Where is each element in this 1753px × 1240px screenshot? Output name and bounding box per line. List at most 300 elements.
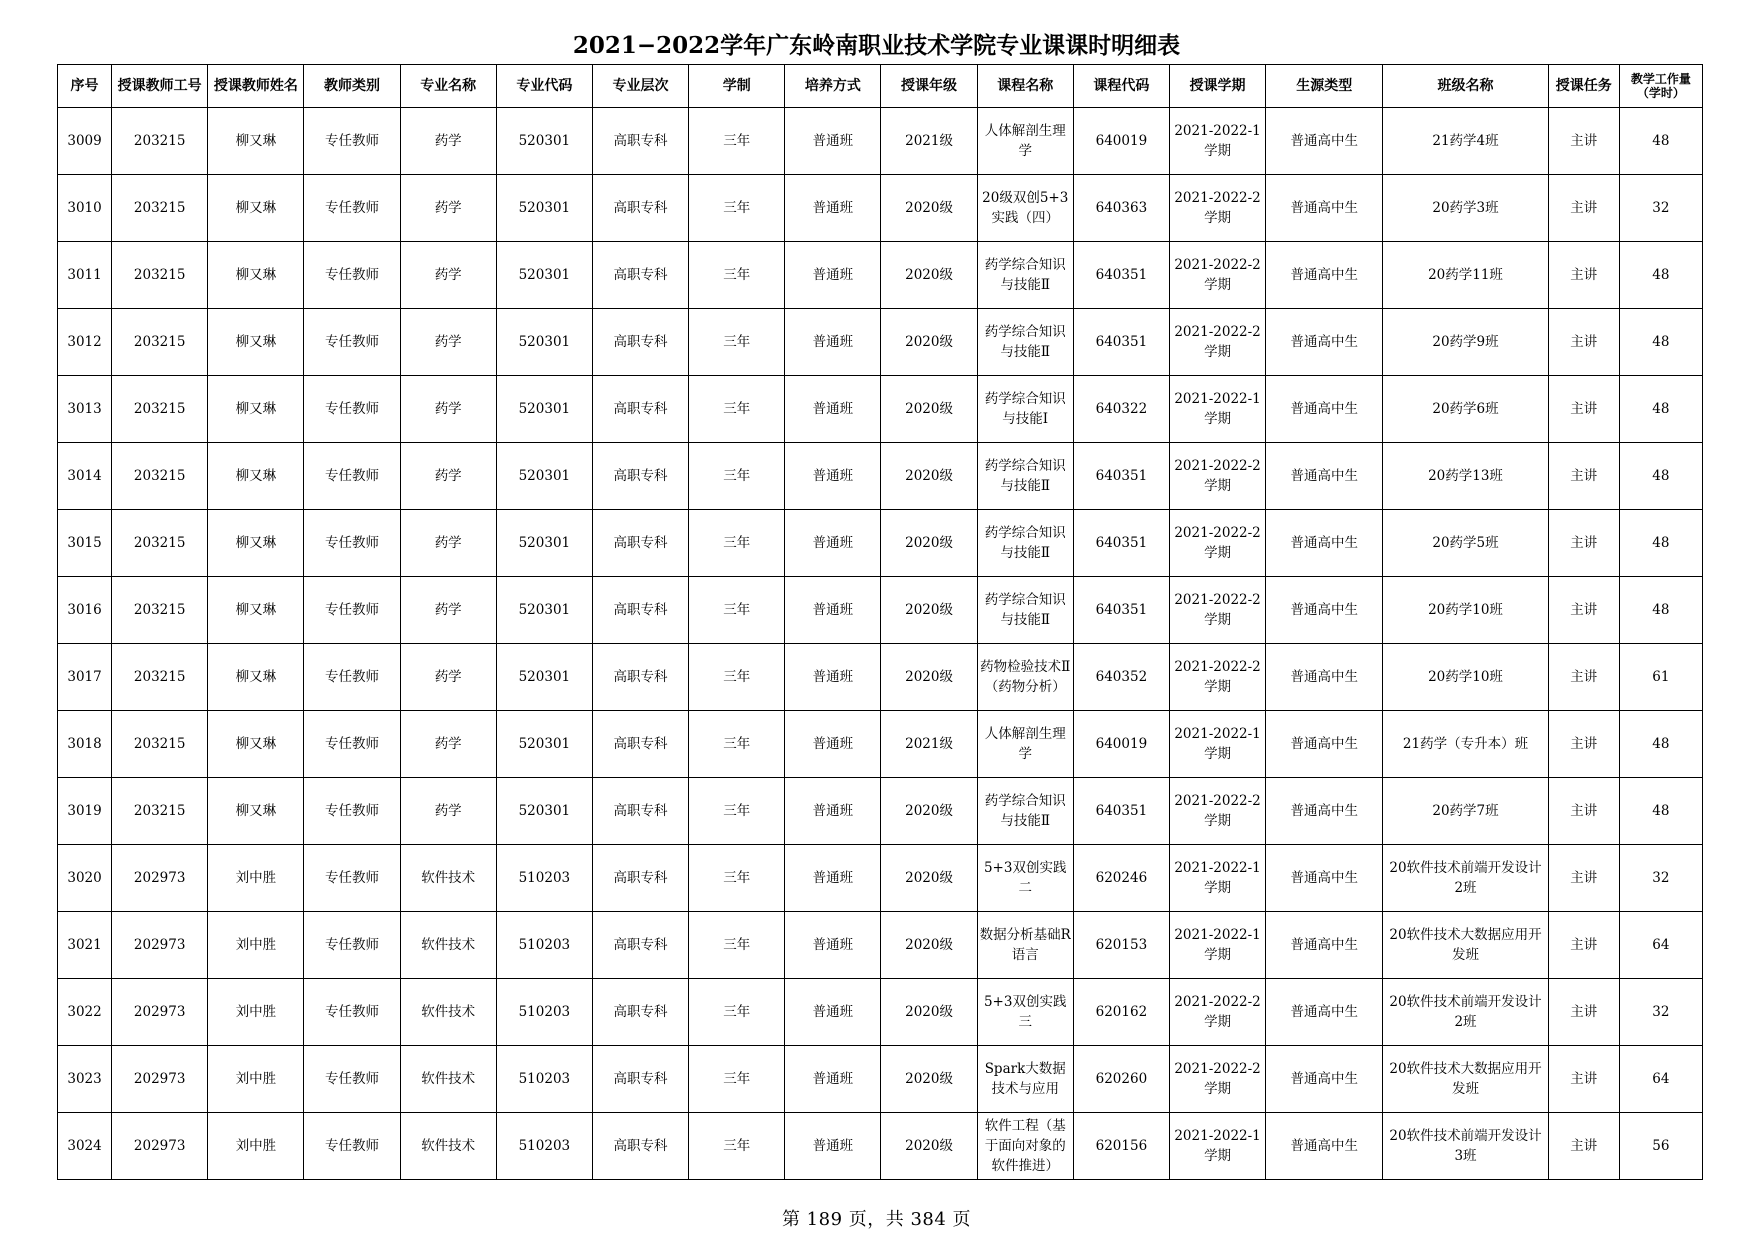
- table-cell: [304, 175, 400, 242]
- table-cell: [1619, 510, 1702, 577]
- cell-text: 柳又琳: [235, 267, 277, 283]
- cell-text: 640352: [1095, 669, 1148, 685]
- table-cell: [58, 1046, 112, 1113]
- cell-text: 3015: [67, 535, 102, 551]
- table-cell: [208, 711, 304, 778]
- cell-text: 203215: [133, 669, 186, 685]
- table-cell: [785, 778, 881, 845]
- cell-text: 柳又琳: [235, 334, 277, 350]
- column-header: 序号: [58, 65, 112, 108]
- table-cell: [689, 175, 785, 242]
- cell-text: 2021级: [905, 736, 953, 752]
- cell-text: 主讲: [1570, 200, 1598, 216]
- column-header: 班级名称: [1383, 65, 1548, 108]
- cell-text: 普通班: [812, 1138, 854, 1154]
- table-cell: [304, 510, 400, 577]
- table-cell: [689, 242, 785, 309]
- table-row: [58, 175, 1703, 242]
- table-cell: [304, 1046, 400, 1113]
- table-cell: [689, 778, 785, 845]
- cell-text: 主讲: [1570, 937, 1598, 953]
- table-row: [58, 778, 1703, 845]
- table-cell: [304, 912, 400, 979]
- table-cell: [400, 1046, 496, 1113]
- cell-text: 48: [1652, 468, 1670, 484]
- table-cell: [785, 309, 881, 376]
- table-row: [58, 376, 1703, 443]
- table-cell: [785, 242, 881, 309]
- cell-text: 柳又琳: [235, 468, 277, 484]
- cell-text: 专任教师: [325, 669, 380, 685]
- cell-text: 专任教师: [325, 535, 380, 551]
- table-cell: [1548, 711, 1619, 778]
- cell-text: 柳又琳: [235, 200, 277, 216]
- table-cell: [496, 577, 592, 644]
- table-cell: [400, 376, 496, 443]
- table-cell: [1169, 845, 1265, 912]
- column-header: 授课年级: [881, 65, 977, 108]
- table-cell: [1548, 1113, 1619, 1180]
- table-cell: [1169, 443, 1265, 510]
- table-cell: [1548, 510, 1619, 577]
- table-cell: [208, 778, 304, 845]
- table-cell: [1619, 778, 1702, 845]
- table-row: [58, 510, 1703, 577]
- table-cell: [496, 912, 592, 979]
- table-cell: [1266, 1113, 1383, 1180]
- cell-text: 三年: [723, 133, 751, 149]
- cell-text: 三年: [723, 267, 751, 283]
- table-cell: [112, 778, 208, 845]
- column-header: 课程代码: [1073, 65, 1169, 108]
- table-cell: [496, 644, 592, 711]
- column-header: 培养方式: [785, 65, 881, 108]
- cell-text: 2020级: [905, 669, 953, 685]
- table-cell: [400, 175, 496, 242]
- table-cell: [592, 443, 688, 510]
- cell-text: 2021-2022-2学期: [1174, 994, 1261, 1030]
- table-cell: [977, 711, 1073, 778]
- table-cell: [1073, 979, 1169, 1046]
- cell-text: 520301: [518, 200, 571, 216]
- cell-text: 3017: [67, 669, 102, 685]
- table-cell: [1073, 711, 1169, 778]
- cell-text: 高职专科: [613, 133, 668, 149]
- table-cell: [592, 778, 688, 845]
- table-row: [58, 108, 1703, 175]
- table-cell: [881, 711, 977, 778]
- cell-text: 203215: [133, 133, 186, 149]
- table-cell: [592, 376, 688, 443]
- table-cell: [881, 175, 977, 242]
- cell-text: 主讲: [1570, 803, 1598, 819]
- cell-text: 普通高中生: [1290, 669, 1358, 685]
- cell-text: 普通高中生: [1290, 267, 1358, 283]
- table-cell: [58, 577, 112, 644]
- cell-text: 主讲: [1570, 401, 1598, 417]
- table-cell: [1383, 376, 1548, 443]
- cell-text: 普通班: [812, 1071, 854, 1087]
- table-cell: [496, 443, 592, 510]
- cell-text: 2020级: [905, 468, 953, 484]
- table-cell: [785, 175, 881, 242]
- table-cell: [304, 845, 400, 912]
- table-cell: [1266, 778, 1383, 845]
- cell-text: 普通班: [812, 535, 854, 551]
- cell-text: 高职专科: [613, 267, 668, 283]
- cell-text: 2021-2022-2学期: [1174, 458, 1261, 494]
- table-cell: [785, 912, 881, 979]
- cell-text: 高职专科: [613, 736, 668, 752]
- cell-text: 药学: [434, 669, 462, 685]
- cell-text: 药学: [434, 602, 462, 618]
- cell-text: 普通高中生: [1290, 334, 1358, 350]
- cell-text: 专任教师: [325, 1004, 380, 1020]
- cell-text: 203215: [133, 803, 186, 819]
- table-cell: [977, 778, 1073, 845]
- table-cell: [58, 644, 112, 711]
- cell-text: 主讲: [1570, 334, 1598, 350]
- table-cell: [304, 711, 400, 778]
- cell-text: 61: [1652, 669, 1670, 685]
- table-cell: [1619, 845, 1702, 912]
- cell-text: 2021-2022-2学期: [1174, 525, 1261, 561]
- cell-text: 2021-2022-2学期: [1174, 659, 1261, 695]
- cell-text: 3010: [67, 200, 102, 216]
- table-cell: [785, 376, 881, 443]
- cell-text: 人体解剖生理学: [984, 726, 1066, 762]
- table-cell: [881, 1113, 977, 1180]
- table-cell: [977, 577, 1073, 644]
- table-cell: [1266, 309, 1383, 376]
- table-cell: [58, 1113, 112, 1180]
- cell-text: 2020级: [905, 334, 953, 350]
- cell-text: 刘中胜: [235, 1004, 277, 1020]
- cell-text: 高职专科: [613, 803, 668, 819]
- cell-text: 20软件技术大数据应用开发班: [1389, 1061, 1542, 1097]
- table-cell: [881, 778, 977, 845]
- column-header: 专业名称: [400, 65, 496, 108]
- table-cell: [400, 912, 496, 979]
- cell-text: 3020: [67, 870, 102, 886]
- table-cell: [1169, 376, 1265, 443]
- table-cell: [1548, 175, 1619, 242]
- cell-text: 刘中胜: [235, 1138, 277, 1154]
- cell-text: 2021-2022-1学期: [1174, 123, 1261, 159]
- cell-text: 620260: [1095, 1071, 1148, 1087]
- table-cell: [1619, 443, 1702, 510]
- cell-text: 640351: [1095, 602, 1148, 618]
- cell-text: 药学: [434, 736, 462, 752]
- cell-text: 64: [1652, 1071, 1670, 1087]
- table-cell: [977, 1113, 1073, 1180]
- table-cell: [1383, 1046, 1548, 1113]
- cell-text: 520301: [518, 535, 571, 551]
- cell-text: 20药学13班: [1428, 468, 1503, 484]
- table-cell: [881, 845, 977, 912]
- cell-text: 普通班: [812, 669, 854, 685]
- table-cell: [1619, 376, 1702, 443]
- table-cell: [1548, 443, 1619, 510]
- cell-text: 药学: [434, 468, 462, 484]
- cell-text: 主讲: [1570, 669, 1598, 685]
- cell-text: 203215: [133, 736, 186, 752]
- cell-text: 2021-2022-1学期: [1174, 927, 1261, 963]
- cell-text: 3023: [67, 1071, 102, 1087]
- table-cell: [1619, 1113, 1702, 1180]
- table-cell: [1073, 443, 1169, 510]
- table-cell: [400, 309, 496, 376]
- table-cell: [1169, 309, 1265, 376]
- table-cell: [785, 510, 881, 577]
- cell-text: 普通高中生: [1290, 803, 1358, 819]
- cell-text: 2020级: [905, 535, 953, 551]
- table-cell: [1073, 309, 1169, 376]
- cell-text: 三年: [723, 535, 751, 551]
- table-cell: [496, 510, 592, 577]
- cell-text: 柳又琳: [235, 669, 277, 685]
- cell-text: 620162: [1095, 1004, 1148, 1020]
- cell-text: 主讲: [1570, 1138, 1598, 1154]
- cell-text: 64: [1652, 937, 1670, 953]
- table-row: [58, 912, 1703, 979]
- cell-text: 510203: [518, 1138, 571, 1154]
- cell-text: 刘中胜: [235, 1071, 277, 1087]
- cell-text: 高职专科: [613, 200, 668, 216]
- cell-text: 三年: [723, 1138, 751, 1154]
- table-cell: [977, 1046, 1073, 1113]
- table-cell: [496, 175, 592, 242]
- table-cell: [400, 979, 496, 1046]
- table-cell: [881, 510, 977, 577]
- cell-text: 专任教师: [325, 468, 380, 484]
- cell-text: 2021-2022-2学期: [1174, 592, 1261, 628]
- table-cell: [977, 443, 1073, 510]
- cell-text: 48: [1652, 133, 1670, 149]
- table-cell: [785, 979, 881, 1046]
- cell-text: 高职专科: [613, 870, 668, 886]
- table-cell: [977, 979, 1073, 1046]
- table-cell: [112, 711, 208, 778]
- table-cell: [1548, 376, 1619, 443]
- table-cell: [496, 845, 592, 912]
- table-cell: [208, 108, 304, 175]
- cell-text: 高职专科: [613, 401, 668, 417]
- cell-text: 柳又琳: [235, 535, 277, 551]
- table-cell: [58, 309, 112, 376]
- table-cell: [1169, 912, 1265, 979]
- table-cell: [1073, 108, 1169, 175]
- table-cell: [1383, 175, 1548, 242]
- table-cell: [208, 577, 304, 644]
- cell-text: 3009: [67, 133, 102, 149]
- table-cell: [112, 912, 208, 979]
- table-cell: [112, 510, 208, 577]
- table-cell: [977, 845, 1073, 912]
- cell-text: 640019: [1095, 736, 1148, 752]
- table-cell: [1383, 510, 1548, 577]
- table-cell: [1266, 644, 1383, 711]
- cell-text: 专任教师: [325, 267, 380, 283]
- table-cell: [1548, 979, 1619, 1046]
- table-cell: [592, 711, 688, 778]
- cell-text: 高职专科: [613, 669, 668, 685]
- table-cell: [1619, 577, 1702, 644]
- table-cell: [881, 577, 977, 644]
- cell-text: Spark大数据技术与应用: [984, 1061, 1066, 1097]
- cell-text: 普通高中生: [1290, 468, 1358, 484]
- cell-text: 药学综合知识与技能Ⅱ: [984, 324, 1066, 360]
- cell-text: 普通班: [812, 401, 854, 417]
- table-cell: [112, 845, 208, 912]
- table-cell: [1619, 1046, 1702, 1113]
- table-cell: [592, 510, 688, 577]
- cell-text: 专任教师: [325, 937, 380, 953]
- table-cell: [304, 979, 400, 1046]
- cell-text: 203215: [133, 468, 186, 484]
- table-cell: [1266, 242, 1383, 309]
- cell-text: 人体解剖生理学: [984, 123, 1066, 159]
- cell-text: 数据分析基础R语言: [979, 927, 1071, 963]
- cell-text: 专任教师: [325, 1138, 380, 1154]
- cell-text: 640351: [1095, 334, 1148, 350]
- page-title: 2021−2022学年广东岭南职业技术学院专业课课时明细表: [572, 32, 1181, 59]
- table-cell: [1266, 510, 1383, 577]
- cell-text: 48: [1652, 803, 1670, 819]
- table-cell: [592, 644, 688, 711]
- table-cell: [208, 912, 304, 979]
- cell-text: 药学综合知识与技能Ⅱ: [984, 793, 1066, 829]
- cell-text: 640351: [1095, 468, 1148, 484]
- table-cell: [1383, 644, 1548, 711]
- cell-text: 20药学7班: [1432, 803, 1499, 819]
- cell-text: 药学: [434, 401, 462, 417]
- table-cell: [977, 644, 1073, 711]
- table-header-row: [58, 65, 1703, 108]
- cell-text: 20药学3班: [1432, 200, 1499, 216]
- table-cell: [1073, 510, 1169, 577]
- table-cell: [1266, 711, 1383, 778]
- table-cell: [58, 108, 112, 175]
- cell-text: 软件技术: [421, 937, 476, 953]
- table-cell: [1548, 778, 1619, 845]
- cell-text: 2021-2022-2学期: [1174, 793, 1261, 829]
- table-cell: [1073, 644, 1169, 711]
- table-cell: [1169, 711, 1265, 778]
- cell-text: 高职专科: [613, 468, 668, 484]
- cell-text: 203215: [133, 334, 186, 350]
- cell-text: 三年: [723, 870, 751, 886]
- cell-text: 2020级: [905, 200, 953, 216]
- table-cell: [592, 979, 688, 1046]
- cell-text: 520301: [518, 133, 571, 149]
- table-cell: [400, 443, 496, 510]
- table-cell: [1169, 644, 1265, 711]
- cell-text: 3024: [67, 1138, 102, 1154]
- table-cell: [496, 309, 592, 376]
- cell-text: 2020级: [905, 1004, 953, 1020]
- table-cell: [208, 979, 304, 1046]
- cell-text: 药学: [434, 200, 462, 216]
- table-cell: [785, 443, 881, 510]
- cell-text: 20软件技术前端开发设计2班: [1389, 860, 1542, 896]
- cell-text: 20级双创5+3实践（四）: [982, 190, 1069, 226]
- cell-text: 主讲: [1570, 267, 1598, 283]
- table-cell: [1383, 912, 1548, 979]
- cell-text: 2021-2022-2学期: [1174, 190, 1261, 226]
- table-cell: [689, 845, 785, 912]
- cell-text: 20药学6班: [1432, 401, 1499, 417]
- table-cell: [689, 1046, 785, 1113]
- table-cell: [58, 443, 112, 510]
- table-cell: [112, 979, 208, 1046]
- table-cell: [785, 845, 881, 912]
- cell-text: 高职专科: [613, 1138, 668, 1154]
- table-cell: [592, 175, 688, 242]
- cell-text: 2021-2022-1学期: [1174, 391, 1261, 427]
- cell-text: 3022: [67, 1004, 102, 1020]
- column-header: 专业层次: [592, 65, 688, 108]
- cell-text: 主讲: [1570, 736, 1598, 752]
- cell-text: 三年: [723, 736, 751, 752]
- table-cell: [1266, 577, 1383, 644]
- column-header: 专业代码: [496, 65, 592, 108]
- table-cell: [400, 510, 496, 577]
- table-cell: [1548, 644, 1619, 711]
- cell-text: 203215: [133, 401, 186, 417]
- table-cell: [881, 309, 977, 376]
- cell-text: 2021-2022-2学期: [1174, 257, 1261, 293]
- table-cell: [304, 1113, 400, 1180]
- table-cell: [1383, 979, 1548, 1046]
- table-cell: [304, 577, 400, 644]
- table-cell: [1073, 912, 1169, 979]
- table-cell: [1169, 242, 1265, 309]
- table-cell: [304, 242, 400, 309]
- table-cell: [1619, 979, 1702, 1046]
- table-cell: [689, 309, 785, 376]
- cell-text: 510203: [518, 1004, 571, 1020]
- cell-text: 640363: [1095, 200, 1148, 216]
- cell-text: 620156: [1095, 1138, 1148, 1154]
- table-cell: [592, 1046, 688, 1113]
- table-cell: [1073, 577, 1169, 644]
- table-cell: [112, 108, 208, 175]
- table-row: [58, 577, 1703, 644]
- cell-text: 普通班: [812, 334, 854, 350]
- column-header: 授课教师姓名: [208, 65, 304, 108]
- table-cell: [496, 1046, 592, 1113]
- cell-text: 主讲: [1570, 535, 1598, 551]
- cell-text: 柳又琳: [235, 133, 277, 149]
- table-cell: [1548, 1046, 1619, 1113]
- column-header: 授课任务: [1548, 65, 1619, 108]
- cell-text: 专任教师: [325, 602, 380, 618]
- cell-text: 20药学10班: [1428, 602, 1503, 618]
- table-cell: [689, 108, 785, 175]
- cell-text: 普通高中生: [1290, 937, 1358, 953]
- table-cell: [785, 1046, 881, 1113]
- table-cell: [400, 577, 496, 644]
- cell-text: 48: [1652, 736, 1670, 752]
- cell-text: 普通高中生: [1290, 736, 1358, 752]
- table-cell: [881, 242, 977, 309]
- table-cell: [1169, 1113, 1265, 1180]
- cell-text: 2021级: [905, 133, 953, 149]
- table-row: [58, 644, 1703, 711]
- cell-text: 专任教师: [325, 401, 380, 417]
- cell-text: 510203: [518, 937, 571, 953]
